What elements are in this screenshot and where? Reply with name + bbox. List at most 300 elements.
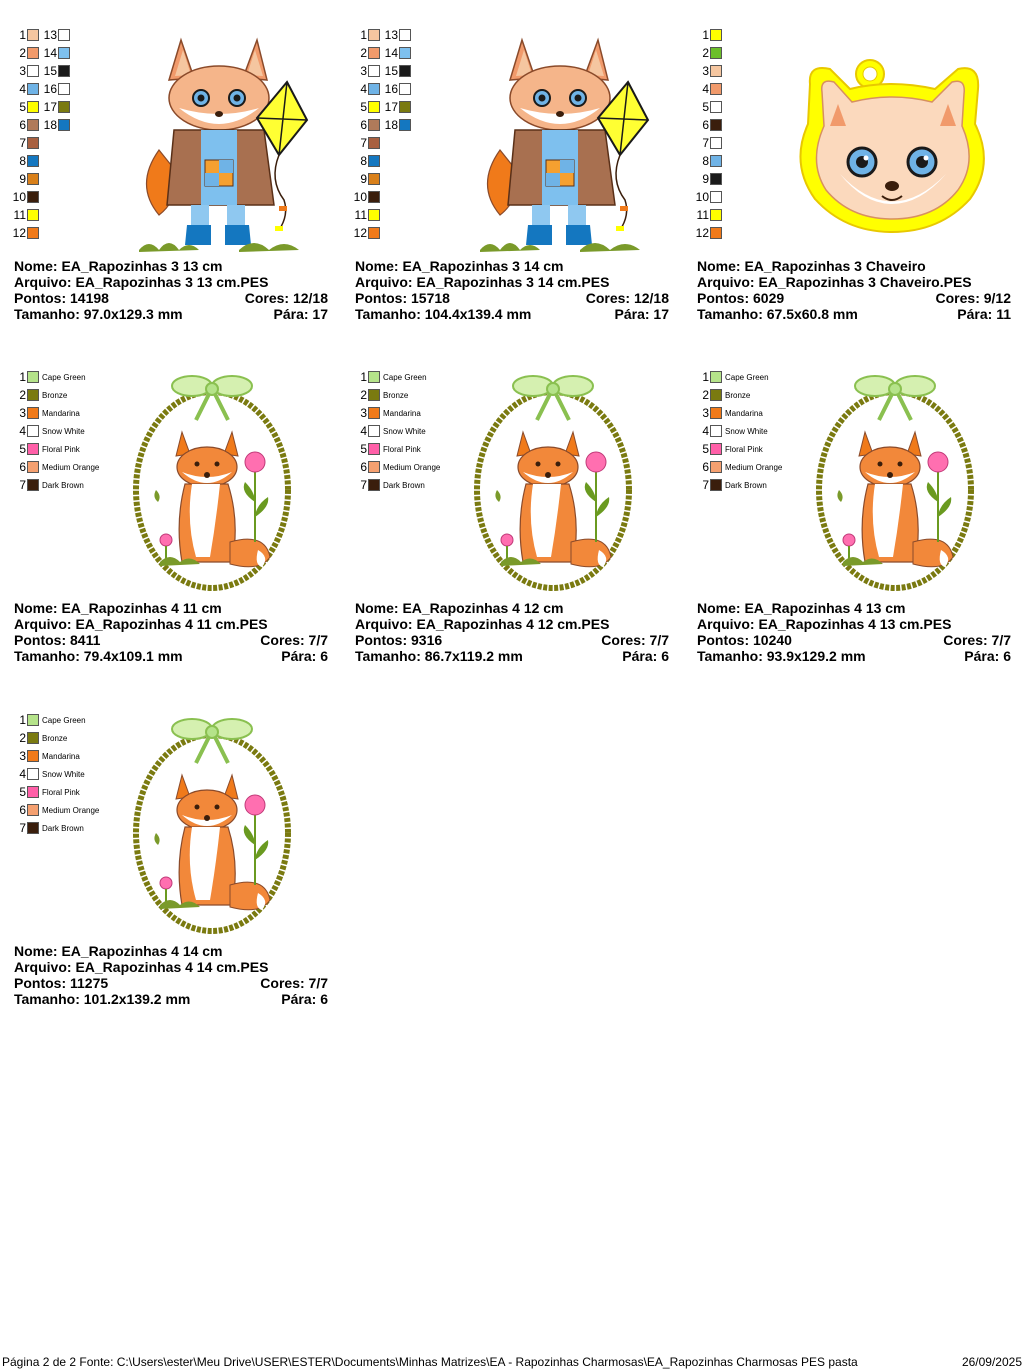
stitch-count: Pontos: 8411 <box>14 632 101 648</box>
color-swatch <box>710 101 722 113</box>
design-file: Arquivo: EA_Rapozinhas 3 14 cm.PES <box>355 274 610 290</box>
palette-row <box>2 819 84 837</box>
color-number: 18 <box>43 118 57 132</box>
color-name: Mandarina <box>383 408 421 418</box>
design-name: Nome: EA_Rapozinhas 3 Chaveiro <box>697 258 926 274</box>
palette-row <box>685 224 722 242</box>
palette-row <box>2 134 39 152</box>
palette-row <box>685 368 769 386</box>
palette-row <box>343 422 426 440</box>
color-swatch <box>368 371 380 383</box>
color-number: 6 <box>19 460 26 474</box>
palette-row <box>685 152 722 170</box>
palette-row <box>685 188 722 206</box>
color-swatch <box>27 155 39 167</box>
palette-row <box>343 476 425 494</box>
color-swatch <box>368 173 380 185</box>
color-swatch <box>710 29 722 41</box>
color-number: 8 <box>702 154 709 168</box>
color-swatch <box>368 425 380 437</box>
footer-date: 26/09/2025 <box>961 1355 1022 1369</box>
design-size: Tamanho: 104.4x139.4 mm <box>355 306 532 322</box>
design-info <box>14 258 328 322</box>
color-swatch <box>368 65 380 77</box>
color-number: 17 <box>384 100 398 114</box>
color-number: 1 <box>19 370 26 384</box>
palette-row <box>2 440 80 458</box>
design-name: Nome: EA_Rapozinhas 4 14 cm <box>14 943 223 959</box>
design-card <box>355 368 675 708</box>
design-size: Tamanho: 67.5x60.8 mm <box>697 306 858 322</box>
color-number: 14 <box>384 46 398 60</box>
color-number: 7 <box>19 478 26 492</box>
color-name: Medium Orange <box>42 462 100 472</box>
stop-count: Pára: 6 <box>964 648 1011 664</box>
palette-row <box>685 134 722 152</box>
color-count: Cores: 7/7 <box>943 632 1011 648</box>
color-swatch <box>710 65 722 77</box>
color-name: Snow White <box>725 426 768 436</box>
palette-row <box>2 206 39 224</box>
color-swatch <box>58 101 70 113</box>
color-swatch <box>27 732 39 744</box>
palette-row <box>2 783 80 801</box>
design-card <box>14 26 334 366</box>
palette-row <box>685 458 782 476</box>
color-swatch <box>710 371 722 383</box>
color-number: 1 <box>702 370 709 384</box>
color-number: 6 <box>19 118 26 132</box>
palette-row <box>2 476 84 494</box>
palette-row <box>343 26 411 44</box>
color-swatch <box>27 83 39 95</box>
color-swatch <box>58 29 70 41</box>
color-name: Mandarina <box>725 408 763 418</box>
color-name: Cape Green <box>42 372 86 382</box>
fox-oval-embroidery-image <box>130 372 295 592</box>
color-number: 13 <box>384 28 398 42</box>
color-number: 9 <box>702 172 709 186</box>
design-info <box>355 600 669 664</box>
color-number: 5 <box>19 100 26 114</box>
color-name: Cape Green <box>42 715 86 725</box>
color-name: Mandarina <box>42 751 80 761</box>
color-number: 6 <box>702 118 709 132</box>
color-swatch <box>27 389 39 401</box>
design-card <box>14 711 334 1051</box>
color-swatch <box>27 479 39 491</box>
palette-row <box>2 170 39 188</box>
color-name: Floral Pink <box>42 787 80 797</box>
color-swatch <box>710 155 722 167</box>
color-swatch <box>27 407 39 419</box>
fox-oval-embroidery-image <box>471 372 636 592</box>
color-swatch <box>27 119 39 131</box>
color-name: Dark Brown <box>725 480 767 490</box>
design-size: Tamanho: 93.9x129.2 mm <box>697 648 866 664</box>
color-swatch <box>27 65 39 77</box>
design-preview <box>790 54 995 239</box>
color-swatch <box>27 371 39 383</box>
palette-row <box>685 422 768 440</box>
color-number: 3 <box>19 406 26 420</box>
color-number: 2 <box>19 731 26 745</box>
color-name: Bronze <box>725 390 751 400</box>
design-file: Arquivo: EA_Rapozinhas 4 14 cm.PES <box>14 959 269 975</box>
color-number: 1 <box>19 713 26 727</box>
color-swatch <box>399 47 411 59</box>
palette-row <box>2 62 70 80</box>
palette-row <box>2 368 86 386</box>
color-number: 1 <box>19 28 26 42</box>
color-name: Medium Orange <box>42 805 100 815</box>
color-swatch <box>27 786 39 798</box>
color-number: 9 <box>360 172 367 186</box>
stitch-count: Pontos: 15718 <box>355 290 450 306</box>
color-swatch <box>710 137 722 149</box>
palette-row <box>343 404 421 422</box>
color-number: 8 <box>360 154 367 168</box>
color-number: 15 <box>43 64 57 78</box>
color-swatch <box>368 191 380 203</box>
palette-row <box>2 386 67 404</box>
fox-kite-embroidery-image <box>480 30 650 255</box>
design-file: Arquivo: EA_Rapozinhas 4 13 cm.PES <box>697 616 952 632</box>
color-number: 4 <box>19 82 26 96</box>
palette-row <box>2 98 70 116</box>
color-name: Snow White <box>42 769 85 779</box>
color-number: 11 <box>13 208 26 222</box>
design-file: Arquivo: EA_Rapozinhas 3 Chaveiro.PES <box>697 274 972 290</box>
palette-row <box>2 404 80 422</box>
color-swatch <box>368 29 380 41</box>
color-name: Cape Green <box>725 372 769 382</box>
design-file: Arquivo: EA_Rapozinhas 4 12 cm.PES <box>355 616 610 632</box>
color-number: 7 <box>702 136 709 150</box>
color-number: 1 <box>702 28 709 42</box>
palette-row <box>343 224 380 242</box>
stop-count: Pára: 17 <box>614 306 669 322</box>
palette-row <box>2 765 85 783</box>
color-name: Mandarina <box>42 408 80 418</box>
color-number: 3 <box>702 64 709 78</box>
color-number: 7 <box>19 821 26 835</box>
color-swatch <box>710 191 722 203</box>
color-number: 6 <box>19 803 26 817</box>
palette-row <box>343 62 411 80</box>
palette-row <box>685 26 722 44</box>
color-number: 6 <box>360 118 367 132</box>
color-number: 16 <box>43 82 57 96</box>
color-swatch <box>27 101 39 113</box>
color-swatch <box>368 155 380 167</box>
color-swatch <box>58 47 70 59</box>
design-name: Nome: EA_Rapozinhas 3 13 cm <box>14 258 223 274</box>
color-number: 18 <box>384 118 398 132</box>
stitch-count: Pontos: 11275 <box>14 975 109 991</box>
design-size: Tamanho: 86.7x119.2 mm <box>355 648 523 664</box>
palette-row <box>2 801 99 819</box>
design-card <box>14 368 334 708</box>
design-preview <box>139 30 309 260</box>
color-number: 13 <box>43 28 57 42</box>
color-swatch <box>399 65 411 77</box>
design-file: Arquivo: EA_Rapozinhas 3 13 cm.PES <box>14 274 269 290</box>
design-card <box>697 368 1017 708</box>
palette-row <box>685 170 722 188</box>
palette-row <box>343 440 421 458</box>
color-swatch <box>710 173 722 185</box>
palette-row <box>685 44 722 62</box>
color-number: 4 <box>19 424 26 438</box>
color-swatch <box>399 29 411 41</box>
color-swatch <box>399 83 411 95</box>
palette-row <box>343 206 380 224</box>
color-count: Cores: 12/18 <box>244 290 328 306</box>
color-swatch <box>368 227 380 239</box>
palette-row <box>343 98 411 116</box>
color-number: 4 <box>360 424 367 438</box>
color-swatch <box>27 461 39 473</box>
color-number: 5 <box>702 442 709 456</box>
color-number: 3 <box>360 64 367 78</box>
palette-row <box>343 80 411 98</box>
color-name: Dark Brown <box>383 480 425 490</box>
stitch-count: Pontos: 14198 <box>14 290 109 306</box>
color-number: 5 <box>19 785 26 799</box>
color-number: 4 <box>19 767 26 781</box>
design-name: Nome: EA_Rapozinhas 4 12 cm <box>355 600 564 616</box>
color-number: 2 <box>360 388 367 402</box>
color-swatch <box>27 714 39 726</box>
color-number: 5 <box>19 442 26 456</box>
fox-kite-embroidery-image <box>139 30 309 255</box>
color-number: 17 <box>43 100 57 114</box>
color-swatch <box>399 119 411 131</box>
color-number: 7 <box>360 136 367 150</box>
color-number: 5 <box>702 100 709 114</box>
color-name: Floral Pink <box>42 444 80 454</box>
palette-row <box>2 152 39 170</box>
design-preview <box>130 715 295 940</box>
color-swatch <box>710 227 722 239</box>
color-swatch <box>27 47 39 59</box>
color-swatch <box>27 768 39 780</box>
palette-row <box>2 422 85 440</box>
color-name: Bronze <box>383 390 409 400</box>
color-name: Snow White <box>383 426 426 436</box>
color-number: 1 <box>360 28 367 42</box>
design-info <box>14 943 328 1007</box>
color-swatch <box>368 137 380 149</box>
color-number: 10 <box>695 190 709 204</box>
color-swatch <box>27 29 39 41</box>
color-swatch <box>27 425 39 437</box>
color-number: 15 <box>384 64 398 78</box>
stop-count: Pára: 6 <box>281 991 328 1007</box>
color-swatch <box>710 461 722 473</box>
palette-row <box>343 386 408 404</box>
color-name: Dark Brown <box>42 480 84 490</box>
design-preview <box>813 372 978 597</box>
palette-row <box>2 747 80 765</box>
palette-row <box>343 368 427 386</box>
palette-row <box>343 116 411 134</box>
design-name: Nome: EA_Rapozinhas 4 11 cm <box>14 600 222 616</box>
stop-count: Pára: 11 <box>957 306 1011 322</box>
stop-count: Pára: 6 <box>622 648 669 664</box>
color-number: 16 <box>384 82 398 96</box>
palette-row <box>2 44 70 62</box>
palette-row <box>2 224 39 242</box>
palette-row <box>2 458 99 476</box>
color-number: 10 <box>353 190 367 204</box>
color-swatch <box>368 101 380 113</box>
design-size: Tamanho: 79.4x109.1 mm <box>14 648 183 664</box>
color-swatch <box>710 389 722 401</box>
color-swatch <box>58 65 70 77</box>
color-number: 2 <box>360 46 367 60</box>
design-info <box>697 258 1011 322</box>
color-swatch <box>710 209 722 221</box>
design-preview <box>471 372 636 597</box>
color-number: 10 <box>12 190 26 204</box>
color-name: Dark Brown <box>42 823 84 833</box>
palette-row <box>2 116 70 134</box>
palette-row <box>343 152 380 170</box>
color-swatch <box>368 461 380 473</box>
fox-oval-embroidery-image <box>130 715 295 935</box>
palette-row <box>685 440 763 458</box>
palette-row <box>343 188 380 206</box>
color-number: 2 <box>19 46 26 60</box>
color-name: Bronze <box>42 390 68 400</box>
color-number: 3 <box>19 749 26 763</box>
color-number: 8 <box>19 154 26 168</box>
color-number: 2 <box>702 388 709 402</box>
color-number: 14 <box>43 46 57 60</box>
palette-row <box>343 44 411 62</box>
page-footer <box>2 1355 1022 1369</box>
design-info <box>697 600 1011 664</box>
design-info <box>355 258 669 322</box>
color-swatch <box>710 443 722 455</box>
palette-row <box>685 386 750 404</box>
color-swatch <box>58 119 70 131</box>
color-name: Cape Green <box>383 372 427 382</box>
color-count: Cores: 7/7 <box>601 632 669 648</box>
color-number: 6 <box>360 460 367 474</box>
palette-row <box>685 80 722 98</box>
palette-row <box>2 26 70 44</box>
color-number: 2 <box>19 388 26 402</box>
design-size: Tamanho: 101.2x139.2 mm <box>14 991 191 1007</box>
color-swatch <box>368 119 380 131</box>
color-number: 12 <box>353 226 367 240</box>
color-number: 7 <box>19 136 26 150</box>
color-name: Medium Orange <box>383 462 441 472</box>
color-swatch <box>27 137 39 149</box>
stop-count: Pára: 6 <box>281 648 328 664</box>
color-count: Cores: 7/7 <box>260 975 328 991</box>
color-name: Bronze <box>42 733 68 743</box>
palette-row <box>2 188 39 206</box>
color-swatch <box>710 407 722 419</box>
color-number: 3 <box>19 64 26 78</box>
color-number: 11 <box>696 208 709 222</box>
color-count: Cores: 12/18 <box>585 290 669 306</box>
palette-row <box>685 116 722 134</box>
color-swatch <box>710 425 722 437</box>
color-swatch <box>27 750 39 762</box>
design-name: Nome: EA_Rapozinhas 4 13 cm <box>697 600 906 616</box>
design-file: Arquivo: EA_Rapozinhas 4 11 cm.PES <box>14 616 268 632</box>
fox-oval-embroidery-image <box>813 372 978 592</box>
stitch-count: Pontos: 6029 <box>697 290 785 306</box>
color-number: 1 <box>360 370 367 384</box>
color-number: 7 <box>702 478 709 492</box>
color-swatch <box>27 443 39 455</box>
color-swatch <box>27 804 39 816</box>
palette-row <box>685 206 722 224</box>
palette-row <box>2 80 70 98</box>
color-swatch <box>58 83 70 95</box>
color-swatch <box>710 479 722 491</box>
color-swatch <box>368 47 380 59</box>
color-number: 12 <box>695 226 709 240</box>
color-swatch <box>368 83 380 95</box>
color-swatch <box>710 47 722 59</box>
color-name: Floral Pink <box>725 444 763 454</box>
color-swatch <box>368 209 380 221</box>
color-number: 6 <box>702 460 709 474</box>
color-swatch <box>368 389 380 401</box>
design-card <box>697 26 1017 366</box>
color-swatch <box>27 209 39 221</box>
stop-count: Pára: 17 <box>273 306 328 322</box>
design-size: Tamanho: 97.0x129.3 mm <box>14 306 183 322</box>
fox-keychain-embroidery-image <box>790 54 995 234</box>
color-swatch <box>710 119 722 131</box>
color-swatch <box>27 173 39 185</box>
color-swatch <box>27 227 39 239</box>
color-number: 4 <box>702 424 709 438</box>
color-number: 3 <box>360 406 367 420</box>
color-number: 5 <box>360 442 367 456</box>
color-swatch <box>27 191 39 203</box>
color-name: Floral Pink <box>383 444 421 454</box>
palette-row <box>685 404 763 422</box>
color-count: Cores: 7/7 <box>260 632 328 648</box>
color-swatch <box>399 101 411 113</box>
color-number: 2 <box>702 46 709 60</box>
color-number: 9 <box>19 172 26 186</box>
color-swatch <box>27 822 39 834</box>
footer-source-path: Página 2 de 2 Fonte: C:\Users\ester\Meu Drive\USER\ESTER\Documents\Minhas Matrizes\EA - Rapozinhas Charmosas\EA_Rapozinhas Charmosas PES pasta <box>2 1355 858 1369</box>
palette-row <box>2 711 86 729</box>
stitch-count: Pontos: 9316 <box>355 632 443 648</box>
design-name: Nome: EA_Rapozinhas 3 14 cm <box>355 258 564 274</box>
design-preview <box>480 30 650 260</box>
palette-row <box>343 458 440 476</box>
color-swatch <box>368 443 380 455</box>
color-number: 3 <box>702 406 709 420</box>
color-swatch <box>710 83 722 95</box>
color-number: 12 <box>12 226 26 240</box>
color-name: Snow White <box>42 426 85 436</box>
color-name: Medium Orange <box>725 462 783 472</box>
color-number: 11 <box>354 208 367 222</box>
